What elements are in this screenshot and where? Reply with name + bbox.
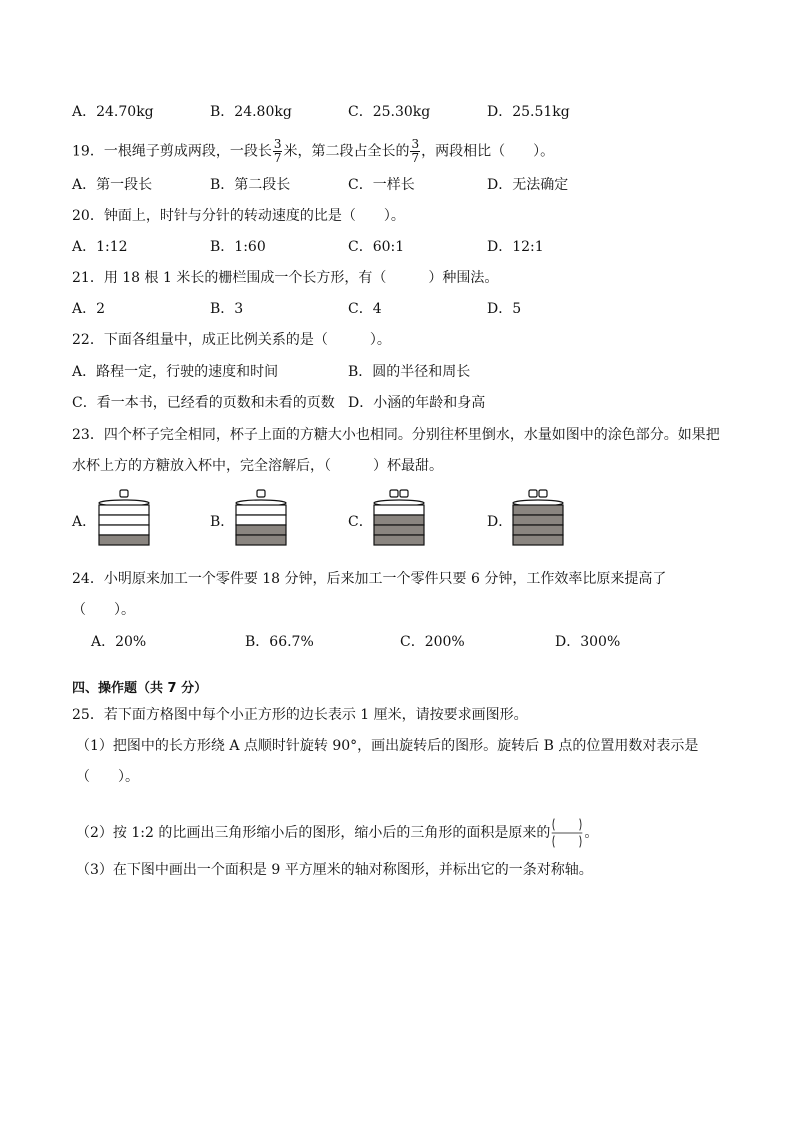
- q22-option-a: A．路程一定，行驶的速度和时间: [72, 364, 279, 380]
- cup-b: [233, 486, 289, 556]
- sugar-cube: [400, 490, 408, 497]
- water-layer: [236, 525, 286, 535]
- q24-option-d: D．300%: [555, 634, 621, 650]
- q19-option-c: C．一样长: [348, 177, 415, 193]
- q18-option-b: B．24.80kg: [210, 104, 292, 120]
- empty-layer: [99, 525, 149, 535]
- q21-question: 21．用 18 根 1 米长的栅栏围成一个长方形，有（ ）种围法。: [72, 270, 499, 286]
- q23-option-c: C．: [348, 514, 373, 530]
- q25-part1-line2: （ ）。: [76, 769, 139, 785]
- q19-option-b: B．第二段长: [210, 177, 291, 193]
- fraction: $\frac{3}{7}$: [273, 137, 282, 165]
- q19-question: 19．一根绳子剪成两段，一段长 $\frac{3}{7}$ 米，第二段占全长的 $\frac{3}{7}$ ，两段相比（ ）。: [72, 137, 555, 165]
- water-layer: [236, 535, 286, 545]
- cup-d: [510, 486, 566, 556]
- q23-option-b: B．: [210, 514, 235, 530]
- sugar-cube: [539, 490, 547, 497]
- cup-a: [96, 486, 152, 556]
- water-layer: [513, 525, 563, 535]
- q20-option-c: C．60:1: [348, 239, 405, 255]
- q24-option-b: B．66.7%: [245, 634, 314, 650]
- q18-option-d: D．25.51kg: [487, 104, 570, 120]
- cup-c: [371, 486, 427, 556]
- q20-option-b: B．1:60: [210, 239, 266, 255]
- section-title: 四、操作题（共 7 分）: [72, 681, 208, 696]
- sugar-cube: [257, 490, 265, 497]
- q23-option-a: A．: [72, 514, 97, 530]
- water-layer: [374, 535, 424, 545]
- q24-option-a: A．20%: [91, 634, 147, 650]
- q20-option-d: D．12:1: [487, 239, 544, 255]
- q23-question-line1: 23．四个杯子完全相同，杯子上面的方糖大小也相同。分别往杯里倒水，水量如图中的涂色部分。如果把: [72, 427, 720, 443]
- empty-layer: [236, 505, 286, 515]
- q18-option-a: A．24.70kg: [72, 104, 154, 120]
- q24-option-c: C．200%: [400, 634, 465, 650]
- q22-question: 22．下面各组量中，成正比例关系的是（ ）。: [72, 332, 391, 348]
- empty-layer: [99, 515, 149, 525]
- q24-question-line2: （ ）。: [72, 602, 135, 618]
- q25-question: 25．若下面方格图中每个小正方形的边长表示 1 厘米，请按要求画图形。: [72, 707, 528, 723]
- q22-option-c: C．看一本书，已经看的页数和未看的页数: [72, 395, 335, 411]
- q21-option-c: C．4: [348, 301, 382, 317]
- q21-option-b: B．3: [210, 301, 244, 317]
- sugar-cube: [390, 490, 398, 497]
- q22-option-b: B．圆的半径和周长: [348, 364, 471, 380]
- empty-layer: [236, 515, 286, 525]
- water-layer: [513, 535, 563, 545]
- q18-option-c: C．25.30kg: [348, 104, 431, 120]
- water-layer: [374, 525, 424, 535]
- water-layer: [513, 515, 563, 525]
- q21-option-a: A．2: [72, 301, 106, 317]
- q25-part3: （3）在下图中画出一个面积是 9 平方厘米的轴对称图形，并标出它的一条对称轴。: [76, 862, 593, 878]
- q25-part1-line1: （1）把图中的长方形绕 A 点顺时针旋转 90°，画出旋转后的图形。旋转后 B 点的位置用数对表示是: [76, 738, 699, 754]
- q20-option-a: A．1:12: [72, 239, 128, 255]
- q24-question-line1: 24．小明原来加工一个零件要 18 分钟，后来加工一个零件只要 6 分钟，工作效率比原来提高了: [72, 571, 667, 587]
- q23-option-d: D．: [487, 514, 513, 530]
- q25-part2: （2）按 1:2 的比画出三角形缩小后的图形，缩小后的三角形的面积是原来的 。: [76, 816, 598, 850]
- water-layer: [374, 515, 424, 525]
- q21-option-d: D．5: [487, 301, 522, 317]
- sugar-cube: [529, 490, 537, 497]
- sugar-cube: [120, 490, 128, 497]
- q19-option-d: D．无法确定: [487, 177, 569, 193]
- q23-question-line2: 水杯上方的方糖放入杯中，完全溶解后，（ ）杯最甜。: [72, 458, 443, 474]
- water-layer: [513, 505, 563, 515]
- q22-option-d: D．小涵的年龄和身高: [348, 395, 486, 411]
- empty-layer: [374, 505, 424, 515]
- q19-option-a: A．第一段长: [72, 177, 153, 193]
- water-layer: [99, 535, 149, 545]
- q20-question: 20．钟面上，时针与分针的转动速度的比是（ ）。: [72, 208, 405, 224]
- empty-layer: [99, 505, 149, 515]
- fraction: $\frac{3}{7}$: [411, 137, 420, 165]
- blank-fraction: [550, 816, 584, 850]
